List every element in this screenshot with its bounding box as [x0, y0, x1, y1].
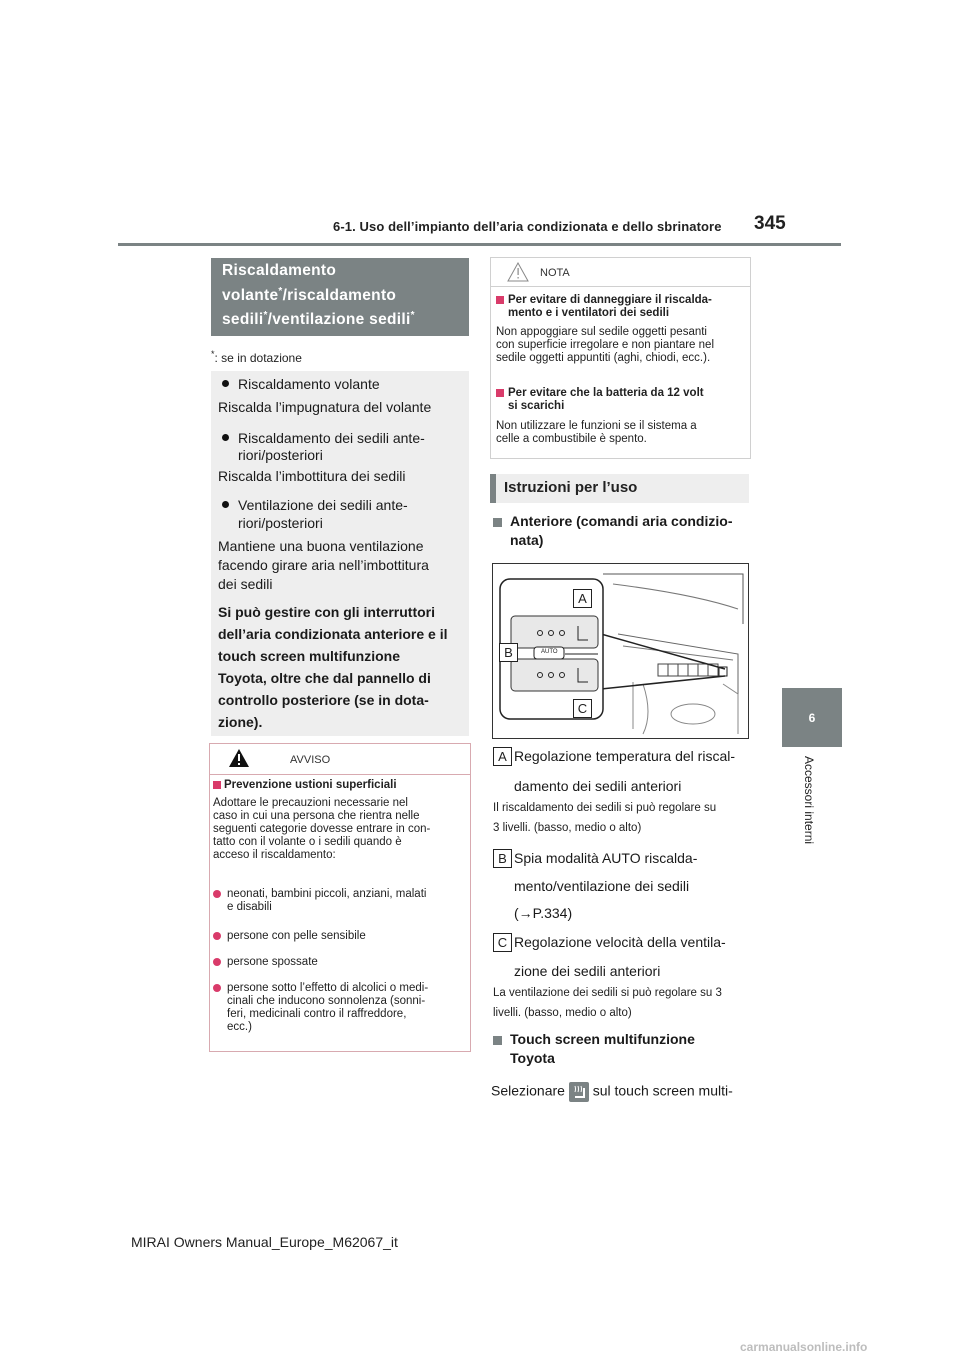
page-reference[interactable]: (→P.334): [514, 905, 573, 921]
touch-heading: Touch screen multifunzione: [510, 1031, 695, 1047]
warning-icon: [228, 748, 250, 768]
note-text: con superficie irregolare e non piantare nel: [496, 339, 714, 351]
warning-bullet: persone sotto l’effetto di alcolici o medi-: [227, 982, 429, 994]
square-bullet-icon: [496, 296, 504, 304]
warning-bullet: persone con pelle sensibile: [227, 930, 366, 942]
item-title: riori/posteriori: [238, 515, 323, 531]
callout-b: B: [499, 643, 518, 662]
warning-bullet: cinali che inducono sonnolenza (sonni-: [227, 995, 426, 1007]
note-text: sedile oggetti appuntiti (aghi, chiodi, ecc.).: [496, 352, 711, 364]
bold-text: touch screen multifunzione: [218, 648, 401, 664]
warning-header: [210, 744, 470, 775]
warning-text: caso in cui una persona che rientra nelle: [213, 810, 420, 822]
instructions-heading: Istruzioni per l’uso: [490, 474, 749, 503]
page-number: 345: [754, 213, 786, 234]
control-panel-figure: [492, 563, 749, 739]
note-heading: mento e i ventilatori dei sedili: [508, 307, 670, 319]
section-heading-box: [211, 258, 469, 336]
b-text: mento/ventilazione dei sedili: [514, 878, 690, 894]
label-c: C: [493, 933, 512, 952]
heading-line-2: volante*/riscaldamento: [222, 286, 397, 305]
a-note: Il riscaldamento dei sedili si può regolare su: [493, 802, 717, 814]
warning-bullet: e disabili: [227, 901, 272, 913]
item-desc: dei sedili: [218, 576, 273, 592]
note-heading: si scarichi: [508, 400, 565, 412]
note-text: Non utilizzare le funzioni se il sistema a: [496, 420, 697, 432]
item-desc: Mantiene una buona ventilazione: [218, 538, 424, 554]
item-desc: Riscalda l’imbottitura dei sedili: [218, 468, 406, 484]
heading-line-1: Riscaldamento: [222, 262, 337, 279]
note-heading: Per evitare che la batteria da 12 volt: [508, 387, 704, 399]
warning-bullet: persone spossate: [227, 956, 318, 968]
warning-label: AVVISO: [290, 754, 331, 766]
chapter-label: Accessori interni: [802, 756, 816, 845]
touch-heading: Toyota: [510, 1050, 555, 1066]
bullet-icon: [222, 434, 229, 441]
c-note: livelli. (basso, medio o alto): [493, 1007, 632, 1019]
item-desc: Riscalda l’impugnatura del volante: [218, 399, 432, 415]
warning-box: [209, 743, 471, 1052]
dashboard-illustration: [493, 564, 748, 738]
dot-bullet-icon: [213, 958, 221, 966]
note-heading: Per evitare di danneggiare il riscalda-: [508, 294, 712, 306]
a-text: damento dei sedili anteriori: [514, 778, 682, 794]
front-heading: Anteriore (comandi aria condizio-: [510, 513, 733, 529]
note-text: celle a combustibile è spento.: [496, 433, 647, 445]
warning-text: tatto con il volante o i sedili quando è: [213, 836, 402, 848]
bold-text: Si può gestire con gli interruttori: [218, 604, 436, 620]
asterisk-note: *: se in dotazione: [211, 349, 302, 365]
c-text: Regolazione velocità della ventila-: [514, 934, 726, 950]
warning-bullet: neonati, bambini piccoli, anziani, malati: [227, 888, 427, 900]
dot-bullet-icon: [213, 932, 221, 940]
warning-heading: Prevenzione ustioni superficiali: [224, 779, 397, 791]
label-a: A: [493, 747, 512, 766]
note-header: [491, 258, 750, 287]
warning-text: acceso il riscaldamento:: [213, 849, 336, 861]
c-text: zione dei sedili anteriori: [514, 963, 661, 979]
overview-box: [211, 371, 469, 736]
note-text: Non appoggiare sul sedile oggetti pesanti: [496, 326, 707, 338]
square-bullet-icon: [493, 518, 502, 527]
note-box: [490, 257, 751, 459]
select-instruction: Selezionare sul touch screen multi-: [491, 1082, 733, 1102]
watermark: carmanualsonline.info: [740, 1340, 868, 1354]
a-text: Regolazione temperatura del riscal-: [514, 748, 735, 764]
dot-bullet-icon: [213, 984, 221, 992]
label-b: B: [493, 849, 512, 868]
c-note: La ventilazione dei sedili si può regolare su 3: [493, 987, 722, 999]
seat-heater-icon[interactable]: [569, 1082, 589, 1102]
warning-text: seguenti categorie dovesse entrare in con-: [213, 823, 431, 835]
square-bullet-icon: [496, 389, 504, 397]
manual-name: MIRAI Owners Manual_Europe_M62067_it: [131, 1234, 398, 1250]
item-desc: facendo girare aria nell’imbottitura: [218, 557, 429, 573]
chapter-tab: 6: [782, 688, 842, 747]
header-rule: [118, 243, 841, 246]
item-title: Riscaldamento volante: [238, 376, 380, 392]
a-note: 3 livelli. (basso, medio o alto): [493, 822, 642, 834]
heading-line-3: sedili*/ventilazione sedili*: [222, 310, 415, 329]
note-label: NOTA: [540, 267, 570, 279]
dot-bullet-icon: [213, 890, 221, 898]
bold-text: controllo posteriore (se in dota-: [218, 692, 429, 708]
b-text: Spia modalità AUTO riscalda-: [514, 850, 698, 866]
bold-text: zione).: [218, 714, 263, 730]
front-heading: nata): [510, 532, 544, 548]
section-title: 6-1. Uso dell’impianto dell’aria condizionata e dello sbrinatore: [333, 219, 722, 234]
callout-a: A: [573, 589, 592, 608]
item-title: riori/posteriori: [238, 447, 323, 463]
bullet-icon: [222, 501, 229, 508]
caution-icon: [507, 262, 529, 282]
item-title: Riscaldamento dei sedili ante-: [238, 430, 425, 446]
bullet-icon: [222, 380, 229, 387]
bold-text: Toyota, oltre che dal pannello di: [218, 670, 431, 686]
bold-text: dell’aria condizionata anteriore e il: [218, 626, 448, 642]
item-title: Ventilazione dei sedili ante-: [238, 497, 408, 513]
square-bullet-icon: [493, 1036, 502, 1045]
square-bullet-icon: [213, 781, 221, 789]
warning-text: Adottare le precauzioni necessarie nel: [213, 797, 408, 809]
callout-c: C: [573, 699, 592, 718]
warning-bullet: feri, medicinali contro il raffreddore,: [227, 1008, 407, 1020]
warning-bullet: ecc.): [227, 1021, 252, 1033]
auto-button-label: AUTO: [541, 649, 558, 655]
